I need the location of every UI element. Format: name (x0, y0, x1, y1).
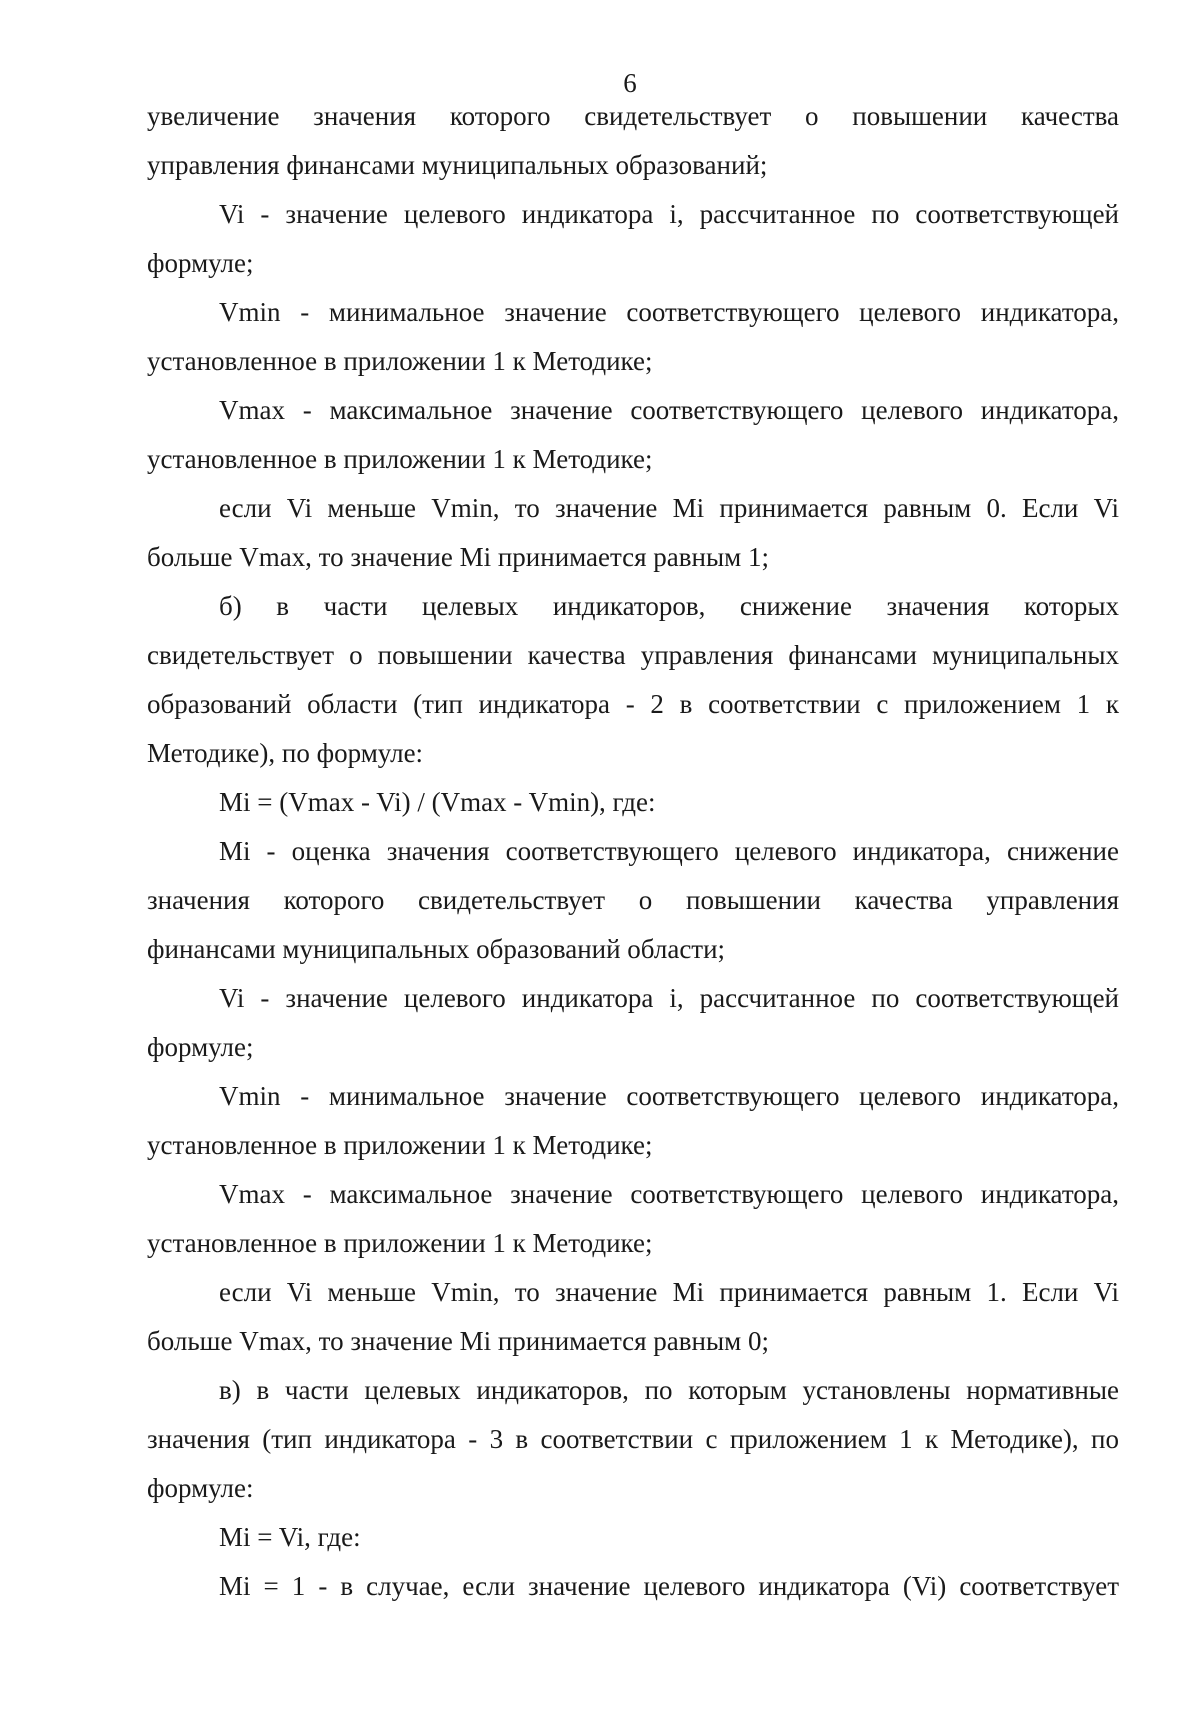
text-line: Vmax - максимальное значение соответствующего целевого индикатора, (219, 395, 1119, 425)
text-line: Mi = (Vmax - Vi) / (Vmax - Vmin), где: (219, 787, 656, 817)
text-line: установленное в приложении 1 к Методике; (147, 444, 653, 474)
text-line: свидетельствует о повышении качества управления финансами муниципальных (147, 640, 1119, 670)
text-line: Vi - значение целевого индикатора i, рассчитанное по соответствующей (219, 983, 1119, 1013)
text-line: установленное в приложении 1 к Методике; (147, 1228, 653, 1258)
text-line: Методике), по формуле: (147, 738, 424, 768)
text-line: если Vi меньше Vmin, то значение Mi принимается равным 1. Если Vi (219, 1277, 1119, 1307)
text-line: Mi = Vi, где: (219, 1522, 361, 1552)
text-line: увеличение значения которого свидетельствует о повышении качества (147, 101, 1119, 131)
text-line: Vmin - минимальное значение соответствующего целевого индикатора, (219, 1081, 1119, 1111)
body-text (147, 92, 1119, 1611)
text-line: Vi - значение целевого индикатора i, рассчитанное по соответствующей (219, 199, 1119, 229)
text-line: управления финансами муниципальных образований; (147, 150, 768, 180)
text-line: больше Vmax, то значение Mi принимается равным 1; (147, 542, 769, 572)
text-line: установленное в приложении 1 к Методике; (147, 346, 653, 376)
text-line: значения (тип индикатора - 3 в соответствии с приложением 1 к Методике), по (147, 1424, 1119, 1454)
text-line: образований области (тип индикатора - 2 в соответствии с приложением 1 к (147, 689, 1119, 719)
text-line: б) в части целевых индикаторов, снижение значения которых (219, 591, 1119, 621)
text-line: в) в части целевых индикаторов, по которым установлены нормативные (219, 1375, 1119, 1405)
page-number: 6 (623, 68, 637, 98)
text-line: Vmax - максимальное значение соответствующего целевого индикатора, (219, 1179, 1119, 1209)
text-line: больше Vmax, то значение Mi принимается равным 0; (147, 1326, 769, 1356)
text-line: формуле; (147, 248, 254, 278)
text-line: установленное в приложении 1 к Методике; (147, 1130, 653, 1160)
text-line: финансами муниципальных образований области; (147, 934, 726, 964)
text-line: значения которого свидетельствует о повышении качества управления (147, 885, 1119, 915)
text-line: формуле; (147, 1032, 254, 1062)
text-line: Mi = 1 - в случае, если значение целевого индикатора (Vi) соответствует (219, 1571, 1119, 1601)
text-line: Vmin - минимальное значение соответствующего целевого индикатора, (219, 297, 1119, 327)
text-line: Mi - оценка значения соответствующего целевого индикатора, снижение (219, 836, 1119, 866)
text-line: если Vi меньше Vmin, то значение Mi принимается равным 0. Если Vi (219, 493, 1119, 523)
text-line: формуле: (147, 1473, 254, 1503)
